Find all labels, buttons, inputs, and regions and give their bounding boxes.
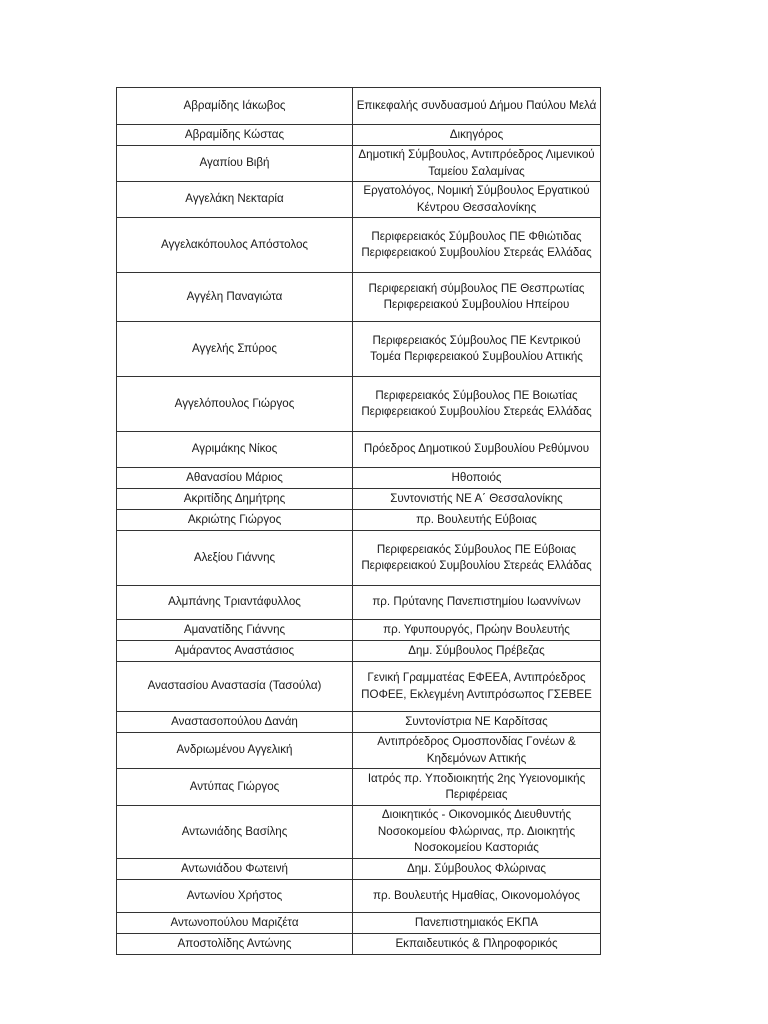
person-name: Αμάραντος Αναστάσιος [117, 641, 353, 662]
person-name: Αθανασίου Μάριος [117, 468, 353, 489]
document-page [116, 87, 600, 955]
person-role: Περιφερειακός Σύμβουλος ΠΕ Βοιωτίας Περιφερειακού Συμβουλίου Στερεάς Ελλάδας [353, 377, 601, 432]
person-name: Αλεξίου Γιάννης [117, 531, 353, 586]
person-role: Εργατολόγος, Νομική Σύμβουλος Εργατικού Κέντρου Θεσσαλονίκης [353, 182, 601, 218]
person-role: πρ. Βουλευτής Εύβοιας [353, 510, 601, 531]
person-role: Εκπαιδευτικός & Πληροφορικός [353, 934, 601, 955]
person-role: Γενική Γραμματέας ΕΦΕΕΑ, Αντιπρόεδρος ΠΟΦΕΕ, Εκλεγμένη Αντιπρόσωπος ΓΣΕΒΕΕ [353, 662, 601, 712]
person-name: Αβραμίδης Κώστας [117, 125, 353, 146]
person-name: Αγγελόπουλος Γιώργος [117, 377, 353, 432]
person-role: Περιφερειακός Σύμβουλος ΠΕ Κεντρικού Τομέα Περιφερειακού Συμβουλίου Αττικής [353, 322, 601, 377]
person-role: Διοικητικός - Οικονομικός Διευθυντής Νοσοκομείου Φλώρινας, πρ. Διοικητής Νοσοκομείου Καστοριάς [353, 806, 601, 859]
person-role: Ιατρός πρ. Υποδιοικητής 2ης Υγειονομικής Περιφέρειας [353, 769, 601, 806]
person-role: πρ. Υφυπουργός, Πρώην Βουλευτής [353, 620, 601, 641]
person-name: Αντωνιάδης Βασίλης [117, 806, 353, 859]
person-name: Αντωνίου Χρήστος [117, 880, 353, 913]
person-role: Επικεφαλής συνδυασμού Δήμου Παύλου Μελά [353, 88, 601, 125]
table-row [117, 913, 601, 934]
person-role: Πανεπιστημιακός ΕΚΠΑ [353, 913, 601, 934]
person-role: Περιφερειακή σύμβουλος ΠΕ Θεσπρωτίας Περιφερειακού Συμβουλίου Ηπείρου [353, 273, 601, 322]
table-row [117, 712, 601, 733]
person-role: Δημ. Σύμβουλος Φλώρινας [353, 859, 601, 880]
person-name: Αβραμίδης Ιάκωβος [117, 88, 353, 125]
table-row [117, 432, 601, 468]
person-name: Αναστασίου Αναστασία (Τασούλα) [117, 662, 353, 712]
table-row [117, 880, 601, 913]
table-row [117, 620, 601, 641]
person-role: Δημ. Σύμβουλος Πρέβεζας [353, 641, 601, 662]
person-role: πρ. Βουλευτής Ημαθίας, Οικονομολόγος [353, 880, 601, 913]
table-row [117, 769, 601, 806]
person-role: Περιφερειακός Σύμβουλος ΠΕ Εύβοιας Περιφερειακού Συμβουλίου Στερεάς Ελλάδας [353, 531, 601, 586]
person-role: Δικηγόρος [353, 125, 601, 146]
person-name: Ακριώτης Γιώργος [117, 510, 353, 531]
person-name: Αγριμάκης Νίκος [117, 432, 353, 468]
person-name: Ακριτίδης Δημήτρης [117, 489, 353, 510]
person-name: Ανδριωμένου Αγγελική [117, 733, 353, 769]
person-name: Αντύπας Γιώργος [117, 769, 353, 806]
person-name: Αντωνοπούλου Μαριζέτα [117, 913, 353, 934]
person-role: Συντονιστής ΝΕ Α΄ Θεσσαλονίκης [353, 489, 601, 510]
table-row [117, 182, 601, 218]
table-row [117, 322, 601, 377]
person-name: Αμανατίδης Γιάννης [117, 620, 353, 641]
table-row [117, 662, 601, 712]
table-row [117, 377, 601, 432]
table-row [117, 733, 601, 769]
table-row [117, 806, 601, 859]
table-row [117, 489, 601, 510]
person-name: Αποστολίδης Αντώνης [117, 934, 353, 955]
person-name: Αγγελακόπουλος Απόστολος [117, 218, 353, 273]
person-role: Δημοτική Σύμβουλος, Αντιπρόεδρος Λιμενικού Ταμείου Σαλαμίνας [353, 146, 601, 182]
table-row [117, 641, 601, 662]
table-row [117, 468, 601, 489]
table-row [117, 88, 601, 125]
table-row [117, 273, 601, 322]
table-row [117, 586, 601, 620]
person-role: Ηθοποιός [353, 468, 601, 489]
table-row [117, 934, 601, 955]
person-name: Αγγελάκη Νεκταρία [117, 182, 353, 218]
person-role: Περιφερειακός Σύμβουλος ΠΕ Φθιώτιδας Περιφερειακού Συμβουλίου Στερεάς Ελλάδας [353, 218, 601, 273]
person-name: Αναστασοπούλου Δανάη [117, 712, 353, 733]
roster-table [116, 87, 601, 955]
person-name: Αγγελής Σπύρος [117, 322, 353, 377]
person-role: πρ. Πρύτανης Πανεπιστημίου Ιωαννίνων [353, 586, 601, 620]
person-role: Αντιπρόεδρος Ομοσπονδίας Γονέων & Κηδεμόνων Αττικής [353, 733, 601, 769]
table-row [117, 218, 601, 273]
table-row [117, 510, 601, 531]
table-row [117, 146, 601, 182]
person-role: Πρόεδρος Δημοτικού Συμβουλίου Ρεθύμνου [353, 432, 601, 468]
person-name: Αντωνιάδου Φωτεινή [117, 859, 353, 880]
person-name: Αγγέλη Παναγιώτα [117, 273, 353, 322]
person-role: Συντονίστρια ΝΕ Καρδίτσας [353, 712, 601, 733]
table-row [117, 859, 601, 880]
table-row [117, 125, 601, 146]
table-row [117, 531, 601, 586]
person-name: Αλμπάνης Τριαντάφυλλος [117, 586, 353, 620]
person-name: Αγαπίου Βιβή [117, 146, 353, 182]
